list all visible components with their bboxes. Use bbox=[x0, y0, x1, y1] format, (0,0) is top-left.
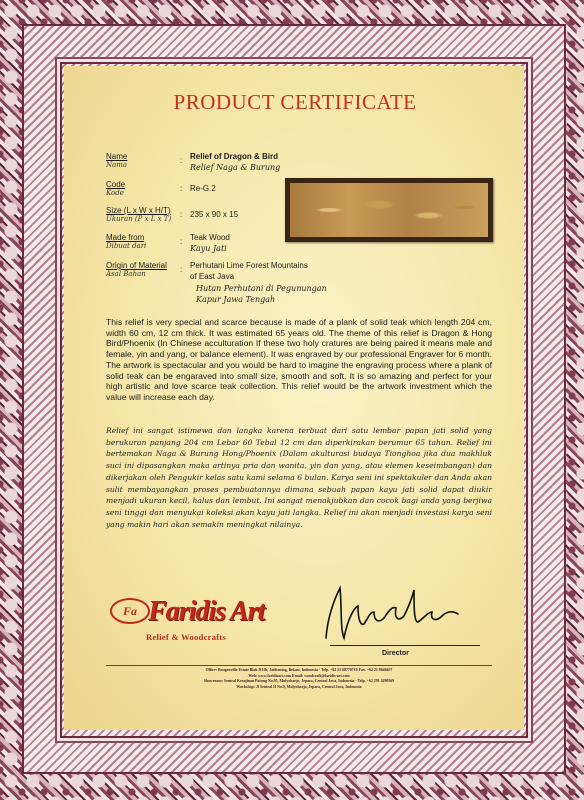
signature-line bbox=[330, 645, 480, 646]
description-indonesian: Relief ini sangat istimewa dan langka karena terbuat dari satu lembar papan jati solid yang berukuran panjang 204 cm Lebar 60 Tebal 12 cm dan diperkirakan berumur 65 tahun. Relief ini bertemakan Naga & Burung Hong/Phoenix (Dalam akulturasi budaya Tionghoa jika dua makhluk suci ini dipasangkan maka artinya pria dan wanita, yin dan yang, atau elemen keseimbangan) dan dikerjakan oleh Pengukir kelas satu kami selama 6 bulan. Karya seni ini spektakuler dan Anda akan sulit membayangkan proses pembuatannya dimana sebuah papan kayu jati solid dapat diukir menjadi ukuran kecil, halus dan lembut. Ini sangat menakjubkan dan cocok bagi anda yang berjiwa seni tinggi dan menyukai koleksi akan kayu jati langka. Relief ini akan menjadi investasi karya seni yang makin hari akan semakin meningkat nilainya. bbox=[106, 426, 492, 529]
field-material-value: Teak Wood bbox=[190, 233, 230, 242]
field-material-label bbox=[106, 233, 146, 250]
field-origin-subvalue-line2: Kapur Jawa Tengah bbox=[196, 295, 276, 304]
field-name-label bbox=[106, 152, 127, 169]
logo-tagline: Relief & Woodcrafts bbox=[146, 632, 227, 642]
signature-role: Director bbox=[382, 650, 409, 657]
logo-emblem: Fa bbox=[110, 598, 150, 624]
relief-carving-image bbox=[290, 183, 488, 237]
field-origin-value: Perhutani Lime Forest Mountains bbox=[190, 261, 308, 270]
director-signature bbox=[318, 578, 478, 648]
footer-showroom: Showroom: Sentral Kerajinan Patung No.95, Mulyoharjo, Jepara, Central Java, Indonesia - Telp. +62 291 4290569 bbox=[203, 679, 395, 684]
field-sublabel: Dibuat dari bbox=[106, 242, 147, 250]
field-sublabel: Kode bbox=[106, 189, 124, 197]
field-code-label bbox=[106, 180, 125, 197]
field-origin-subvalue: Hutan Perhutani di Pegunungan bbox=[196, 284, 327, 293]
footer-workshop: Workshop: Jl Sentral II No.9, Mulyoharjo, Jepara, Central Java, Indonesia bbox=[236, 684, 362, 689]
description-english: This relief is very special and scarce because is made of a plank of solid teak which length 204 cm, width 60 cm, 12 cm thick. It was estimated 65 years old. The theme of this relief is Dragon & Hong Bird/Phoenix (In Chinese acculturation If these two holy cratures are being paired it means male and female, yin and yang, or balance element). It was engraved by our professional Engraver for 6 month. The artwork is spectacular and you would be hard to imagine the engraving process where a plank of solid teak can be engaraved into small size, smooth and soft. It is so amazing and perfect for your high artistic and love scarce teak collection. This relief would be the artwork investment which the value will increase each day. bbox=[106, 317, 492, 402]
field-name-value: Relief of Dragon & Bird bbox=[190, 152, 279, 161]
field-colon: : bbox=[180, 237, 183, 246]
field-label: Made from bbox=[106, 233, 145, 242]
field-label: Name bbox=[106, 152, 128, 161]
field-colon: : bbox=[180, 156, 183, 165]
footer-office: Office: Bougenville Estate Blok D11b, Jatibening, Bekasi, Indonesia - Telp. +62 21 68770719 Fax. +62 21 8646457 bbox=[205, 668, 393, 672]
field-code-value: Re-G.2 bbox=[190, 184, 216, 193]
logo-name: Faridis Art bbox=[148, 596, 265, 627]
field-material-subvalue: Kayu Jati bbox=[190, 244, 227, 253]
field-sublabel: Ukuran (P x L x T) bbox=[106, 215, 172, 223]
field-size-value: 235 x 90 x 15 bbox=[190, 210, 239, 219]
field-label: Size (L x W x H/T) bbox=[106, 206, 171, 215]
field-colon: : bbox=[180, 210, 183, 219]
field-name-subvalue: Relief Naga & Burung bbox=[190, 163, 281, 172]
field-label: Code bbox=[106, 180, 126, 189]
field-colon: : bbox=[180, 184, 183, 193]
field-origin-label bbox=[106, 261, 167, 278]
field-colon: : bbox=[180, 265, 183, 274]
field-label: Origin of Material bbox=[106, 261, 167, 270]
field-origin-value-line2: of East Java bbox=[190, 272, 235, 281]
footer-contact bbox=[106, 668, 492, 690]
field-size-label bbox=[106, 206, 171, 223]
footer-web: Web: www.faridisart.com Email: woodcraft@faridis-art.com bbox=[248, 673, 350, 678]
certificate-title: PRODUCT CERTIFICATE bbox=[173, 90, 417, 114]
footer-divider bbox=[106, 665, 492, 666]
field-sublabel: Nama bbox=[106, 161, 128, 169]
field-sublabel: Asal Bahan bbox=[106, 270, 146, 278]
company-logo bbox=[110, 596, 290, 646]
product-photo bbox=[285, 178, 493, 242]
